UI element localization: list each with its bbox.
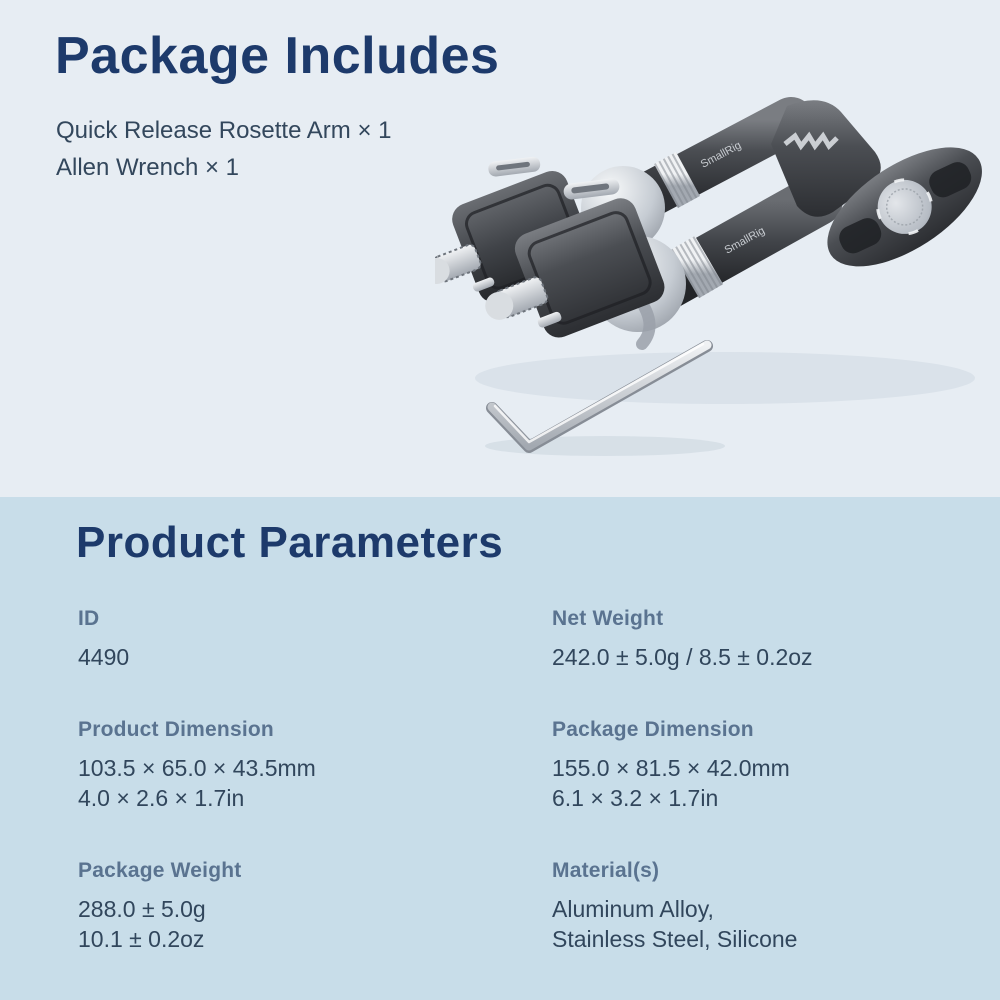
parameter-value-line: 288.0 ± 5.0g bbox=[78, 896, 206, 922]
rosette-arm-illustration bbox=[435, 48, 995, 460]
product-shadow bbox=[475, 352, 975, 404]
parameter-label: Net Weight bbox=[552, 607, 664, 630]
parameter-value-line: 6.1 × 3.2 × 1.7in bbox=[552, 785, 719, 811]
parameter-value-line: 155.0 × 81.5 × 42.0mm bbox=[552, 755, 790, 781]
parameter-entry-net-weight bbox=[552, 607, 992, 672]
quick-release-plates bbox=[435, 119, 669, 376]
parameter-label: Product Dimension bbox=[78, 718, 274, 741]
parameter-entry-package-dimension bbox=[552, 718, 992, 813]
parameter-entry-materials bbox=[552, 859, 992, 954]
parameter-value-line: 10.1 ± 0.2oz bbox=[78, 926, 205, 952]
parameter-entry-product-dimension bbox=[78, 718, 552, 813]
brand-text-front-arm: SmallRig bbox=[722, 224, 767, 257]
parameter-entry-package-weight bbox=[78, 859, 552, 954]
package-item-allen-wrench: Allen Wrench × 1 bbox=[56, 154, 239, 181]
package-item-rosette-arm: Quick Release Rosette Arm × 1 bbox=[56, 117, 392, 144]
product-parameters-section bbox=[0, 497, 1000, 1000]
parameter-label: Package Weight bbox=[78, 859, 242, 882]
parameters-grid bbox=[78, 607, 992, 954]
parameter-value-line: 242.0 ± 5.0g / 8.5 ± 0.2oz bbox=[552, 644, 813, 670]
parameter-label: Material(s) bbox=[552, 859, 660, 882]
package-includes-section bbox=[0, 0, 1000, 497]
parameter-value-line: Stainless Steel, Silicone bbox=[552, 926, 798, 952]
parameter-value-line: 4490 bbox=[78, 644, 130, 670]
package-includes-title: Package Includes bbox=[55, 27, 500, 85]
parameter-label: Package Dimension bbox=[552, 718, 754, 741]
package-items-list bbox=[56, 112, 391, 186]
parameter-entry-id bbox=[78, 607, 552, 672]
parameter-value-line: 4.0 × 2.6 × 1.7in bbox=[78, 785, 245, 811]
brand-text-back-arm: SmallRig bbox=[698, 139, 744, 171]
product-parameters-title: Product Parameters bbox=[76, 518, 504, 567]
product-photo bbox=[435, 48, 995, 460]
parameter-label: ID bbox=[78, 607, 100, 630]
parameter-value-line: 103.5 × 65.0 × 43.5mm bbox=[78, 755, 316, 781]
parameter-value-line: Aluminum Alloy, bbox=[552, 896, 714, 922]
